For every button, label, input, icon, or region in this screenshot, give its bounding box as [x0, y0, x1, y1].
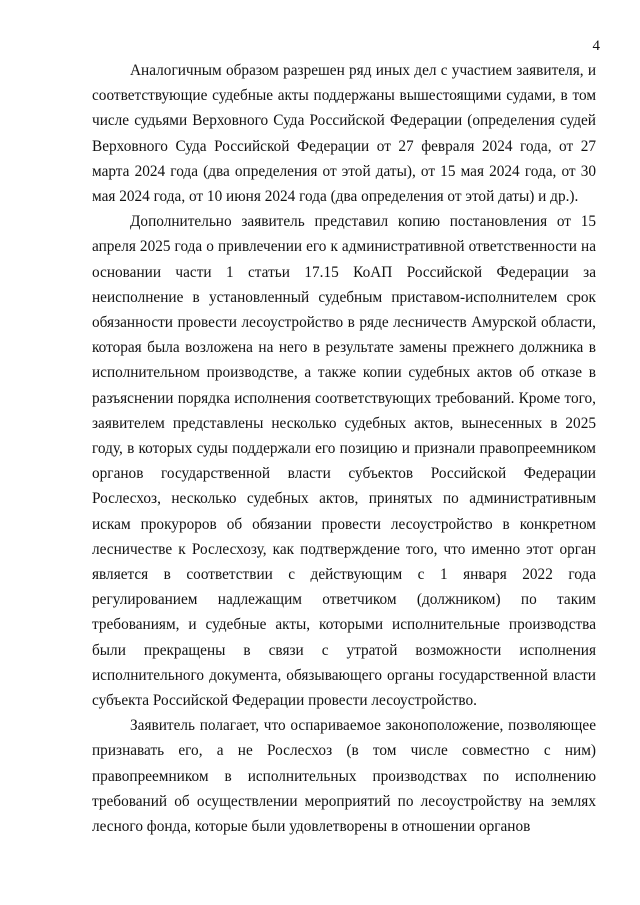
paragraph-3: Заявитель полагает, что оспариваемое законоположение, позволяющее признавать его, а не Рослесхоз (в том числе совместно с ним) правопреемником в исполнительных производствах по исполнению требований об осуществлении мероприятий по лесоустройству на землях лесного фонда, которые были удовлетворены в отношении органов	[92, 717, 596, 836]
paragraph-2: Дополнительно заявитель представил копию постановления от 15 апреля 2025 года о привлечении его к административной ответственности на основании части 1 статьи 17.15 КоАП Российской Федерации за неисполнение в установленный судебным приставом-исполнителем срок обязанности провести лесоустройство в ряде лесничеств Амурской области, которая была возложена на него в результате замены прежнего должника в исполнительном производстве, а также копии судебных актов об отказе в разъяснении порядка исполнения соответствующих требований. Кроме того, заявителем представлены несколько судебных актов, вынесенных в 2025 году, в которых суды поддержали его позицию и признали правопреемником органов государственной власти субъектов Российской Федерации Рослесхоз, несколько судебных актов, принятых по административным искам прокуроров об обязании провести лесоустройство в конкретном лесничестве к Рослесхозу, как подтверждение того, что именно этот орган является в соответствии с действующим с 1 января 2022 года регулированием надлежащим ответчиком (должником) по таким требованиям, и судебные акты, которыми исполнительные производства были прекращены в связи с утратой возможности исполнения исполнительного документа, обязывающего органы государственной власти субъекта Российской Федерации провести лесоустройство.	[92, 213, 596, 710]
page-number: 4	[592, 38, 600, 54]
paragraph-1: Аналогичным образом разрешен ряд иных дел с участием заявителя, и соответствующие судебные акты поддержаны вышестоящими судами, в том числе судьями Верховного Суда Российской Федерации (определения судей Верховного Суда Российской Федерации от 27 февраля 2024 года, от 27 марта 2024 года (два определения от этой даты), от 15 мая 2024 года, от 30 мая 2024 года, от 10 июня 2024 года (два определения от этой даты) и др.).	[92, 62, 596, 206]
document-body	[92, 58, 596, 839]
